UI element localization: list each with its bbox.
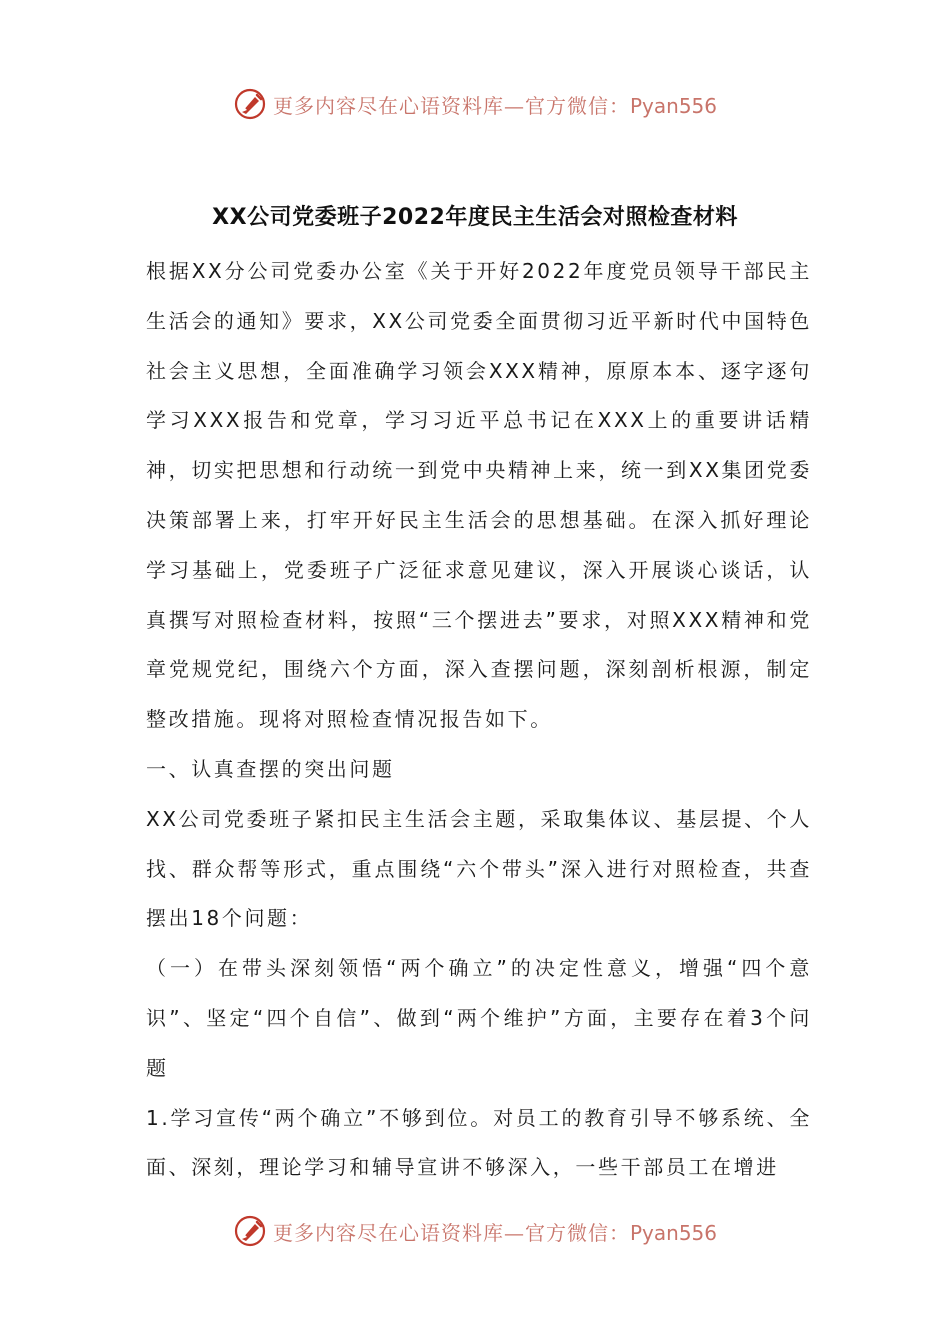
subsection-heading-1: （一）在带头深刻领悟“两个确立”的决定性意义，增强“四个意识”、坚定“四个自信”、做到“两个维护”方面，主要存在着3个问题 <box>146 956 812 1080</box>
section-heading-1: 一、认真查摆的突出问题 <box>146 756 395 781</box>
footer-wechat-id: Pyan556 <box>629 1220 717 1245</box>
paragraph-overview: XX公司党委班子紧扣民主生活会主题，采取集体议、基层提、个人找、群众帮等形式，重点围绕“六个带头”深入进行对照检查，共查摆出18个问题： <box>146 806 812 931</box>
paragraph-item-1: 1.学习宣传“两个确立”不够到位。对员工的教育引导不够系统、全面、深刻，理论学习和辅导宣讲不够深入，一些干部员工在增进 <box>146 1105 812 1180</box>
footer-banner-text: 更多内容尽在心语资料库—官方微信：Pyan556 <box>272 1220 717 1245</box>
document-title: XX公司党委班子2022年度民主生活会对照检查材料 <box>212 205 738 230</box>
header-banner-text: 更多内容尽在心语资料库—官方微信：Pyan556 <box>272 93 717 118</box>
pen-nib-logo-icon <box>233 87 267 121</box>
header-banner <box>0 84 950 124</box>
pen-nib-logo-icon <box>233 1214 267 1248</box>
paragraph-intro: 根据XX分公司党委办公室《关于开好2022年度党员领导干部民主生活会的通知》要求，XX公司党委全面贯彻习近平新时代中国特色社会主义思想，全面准确学习领会XXX精神，原原本本、逐字逐句学习XXX报告和党章，学习习近平总书记在XXX上的重要讲话精神，切实把思想和行动统一到党中央精神上来，统一到XX集团党委决策部署上来，打牢开好民主生活会的思想基础。在深入抓好理论学习基础上，党委班子广泛征求意见建议，深入开展谈心谈话，认真撰写对照检查材料，按照“三个摆进去”要求，对照XXX精神和党章党规党纪，围绕六个方面，深入查摆问题，深刻剖析根源，制定整改措施。现将对照检查情况报告如下。 <box>146 259 812 732</box>
document-body <box>146 247 812 1193</box>
footer-banner <box>0 1211 950 1251</box>
header-wechat-id: Pyan556 <box>629 93 717 118</box>
